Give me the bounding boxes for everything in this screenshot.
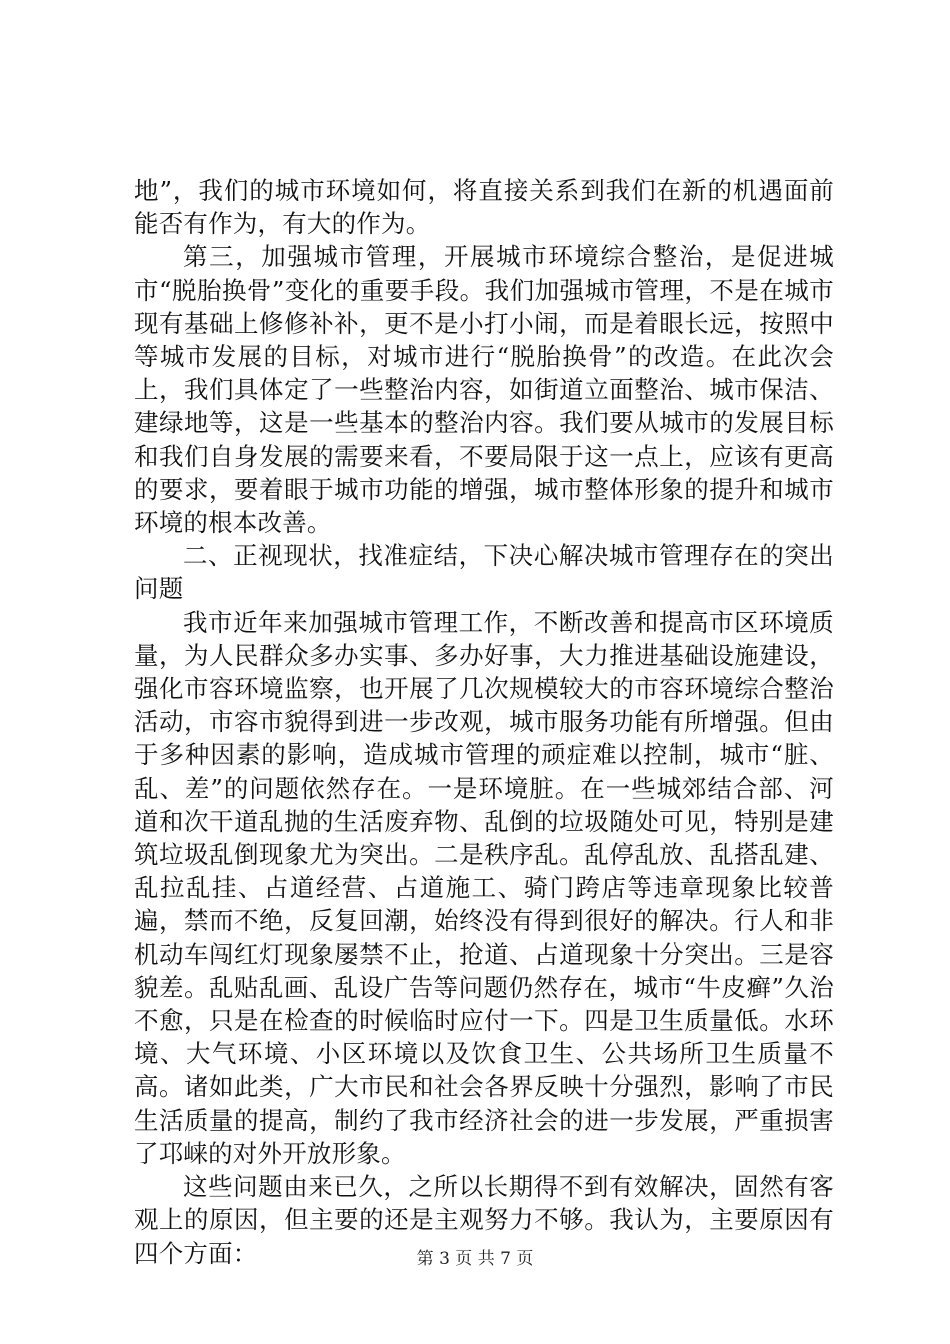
section-heading-two: 二、正视现状，找准症结，下决心解决城市管理存在的突出问题 bbox=[134, 541, 834, 604]
paragraph-continuation: 地”，我们的城市环境如何，将直接关系到我们在新的机遇面前能否有作为，有大的作为。 bbox=[134, 176, 834, 239]
paragraph-third-point: 第三，加强城市管理，开展城市环境综合整治，是促进城市“脱胎换骨”变化的重要手段。我们加强城市管理，不是在城市现有基础上修修补补，更不是小打小闹，而是着眼长远，按照中等城市发展的目标，对城市进行“脱胎换骨”的改造。在此次会上，我们具体定了一些整治内容，如街道立面整治、城市保洁、建绿地等，这是一些基本的整治内容。我们要从城市的发展目标和我们自身发展的需要来看，不要局限于这一点上，应该有更高的要求，要着眼于城市功能的增强，城市整体形象的提升和城市环境的根本改善。 bbox=[134, 242, 834, 538]
page-number-footer: 第 3 页 共 7 页 bbox=[416, 1249, 534, 1269]
paragraph-current-status: 我市近年来加强城市管理工作，不断改善和提高市区环境质量，为人民群众多办实事、多办好事，大力推进基础设施建设，强化市容环境监察，也开展了几次规模较大的市容环境综合整治活动，市容市貌得到进一步改观，城市服务功能有所增强。但由于多种因素的影响，造成城市管理的顽症难以控制，城市“脏、乱、差”的问题依然存在。一是环境脏。在一些城郊结合部、河道和次干道乱抛的生活废弃物、乱倒的垃圾随处可见，特别是建筑垃圾乱倒现象尤为突出。二是秩序乱。乱停乱放、乱搭乱建、乱拉乱挂、占道经营、占道施工、骑门跨店等违章现象比较普遍，禁而不绝，反复回潮，始终没有得到很好的解决。行人和非机动车闯红灯现象屡禁不止，抢道、占道现象十分突出。三是容貌差。乱贴乱画、乱设广告等问题仍然存在，城市“牛皮癣”久治不愈，只是在检查的时候临时应付一下。四是卫生质量低。水环境、大气环境、小区环境以及饮食卫生、公共场所卫生质量不高。诸如此类，广大市民和社会各界反映十分强烈，影响了市民生活质量的提高，制约了我市经济社会的进一步发展，严重损害了邛崃的对外开放形象。 bbox=[134, 607, 834, 1168]
paragraph-causes: 这些问题由来已久，之所以长期得不到有效解决，固然有客观上的原因，但主要的还是主观努力不够。我认为，主要原因有四个方面： bbox=[134, 1172, 834, 1268]
document-body bbox=[134, 174, 834, 1270]
